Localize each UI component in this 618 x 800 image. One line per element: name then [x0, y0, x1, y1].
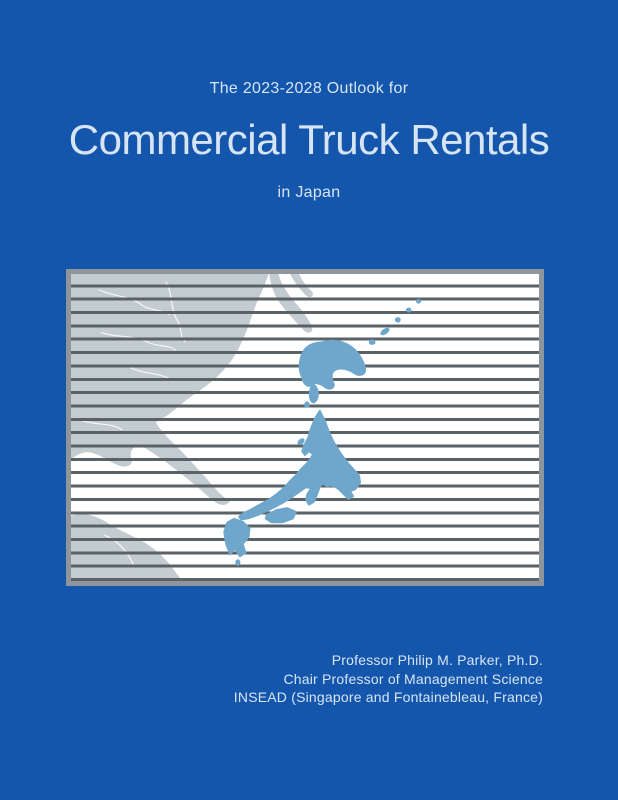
hokkaido-island: [299, 341, 365, 389]
oshima-peninsula: [310, 384, 318, 402]
sado-island: [297, 438, 305, 445]
author-title: Chair Professor of Management Science: [283, 670, 543, 687]
honshu-island: [239, 410, 360, 519]
japan-islands: [71, 274, 539, 581]
page-title: Commercial Truck Rentals: [68, 116, 550, 163]
series-line: The 2023-2028 Outlook for: [209, 80, 409, 97]
kyushu-island: [224, 519, 250, 557]
region-line: in Japan: [277, 184, 341, 201]
japan-highlight-map: [66, 269, 544, 586]
author-name: Professor Philip M. Parker, Ph.D.: [331, 652, 543, 668]
author-block: [234, 651, 543, 707]
hokkaido-islet: [305, 402, 309, 407]
author-affiliation: INSEAD (Singapore and Fontainebleau, France): [233, 689, 543, 706]
kyushu-islet: [236, 560, 240, 565]
kuril-islands: [370, 300, 421, 344]
